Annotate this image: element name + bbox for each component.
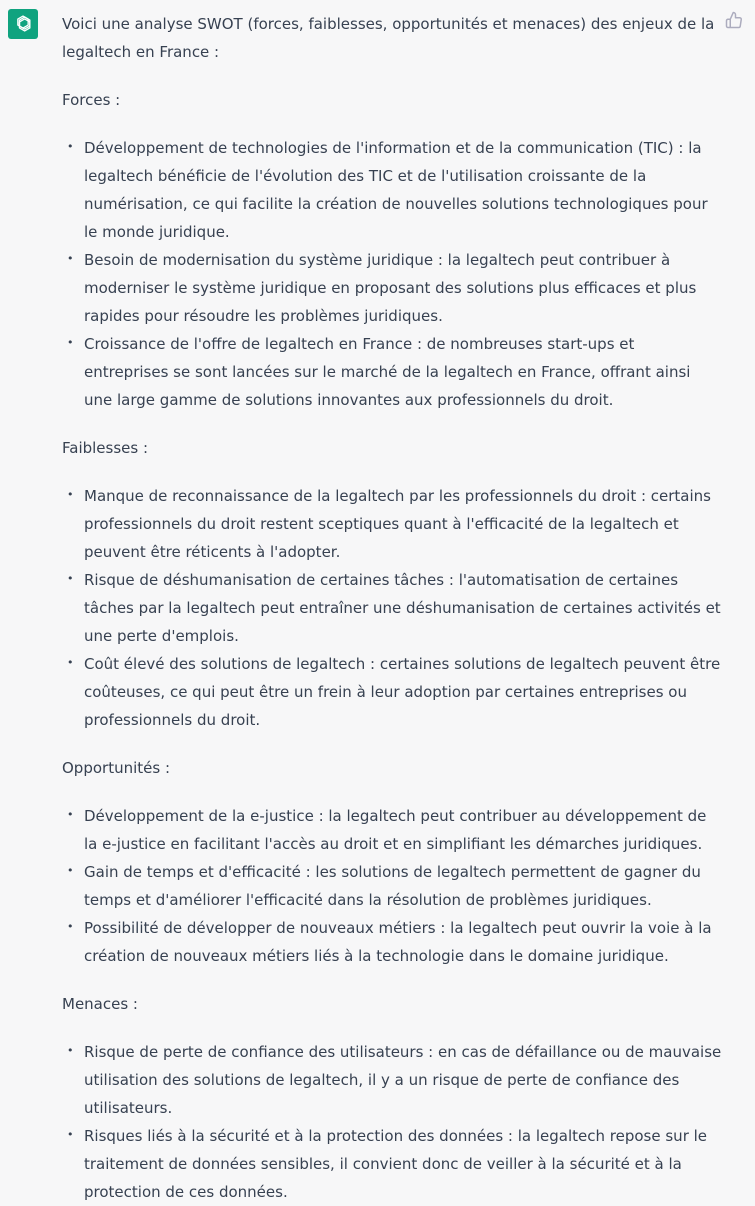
bullet-list: [62, 482, 722, 734]
list-item: • Développement de la e-justice : la legaltech peut contribuer au développement de la e-justice en facilitant l'accès au droit et en simplifiant les démarches juridiques.: [62, 802, 722, 858]
list-item: • Risques liés à la sécurité et à la protection des données : la legaltech repose sur le traitement de données sensibles, il convient donc de veiller à la sécurité et à la protection de ces données.: [62, 1122, 722, 1206]
list-item: • Possibilité de développer de nouveaux métiers : la legaltech peut ouvrir la voie à la création de nouveaux métiers liés à la technologie dans le domaine juridique.: [62, 914, 722, 970]
list-item: • Manque de reconnaissance de la legaltech par les professionnels du droit : certains professionnels du droit restent sceptiques quant à l'efficacité de la legaltech et peuvent être réticents à l'adopter.: [62, 482, 722, 566]
section-forces: [62, 86, 722, 414]
message-content: [62, 10, 722, 1206]
list-item: • Besoin de modernisation du système juridique : la legaltech peut contribuer à moderniser le système juridique en proposant des solutions plus efficaces et plus rapides pour résoudre les problèmes juridiques.: [62, 246, 722, 330]
list-item: • Développement de technologies de l'information et de la communication (TIC) : la legaltech bénéficie de l'évolution des TIC et de l'utilisation croissante de la numérisation, ce qui facilite la création de nouvelles solutions technologiques pour le monde juridique.: [62, 134, 722, 246]
list-item: • Coût élevé des solutions de legaltech : certaines solutions de legaltech peuvent être coûteuses, ce qui peut être un frein à leur adoption par certaines entreprises ou professionnels du droit.: [62, 650, 722, 734]
list-item: • Gain de temps et d'efficacité : les solutions de legaltech permettent de gagner du temps et d'améliorer l'efficacité dans la résolution de problèmes juridiques.: [62, 858, 722, 914]
assistant-avatar: [8, 9, 38, 39]
section-heading: Menaces :: [62, 995, 138, 1013]
message-intro: Voici une analyse SWOT (forces, faiblesses, opportunités et menaces) des enjeux de la legaltech en France :: [62, 15, 715, 61]
section-heading: Forces :: [62, 91, 121, 109]
list-item: • Croissance de l'offre de legaltech en France : de nombreuses start-ups et entreprises se sont lancées sur le marché de la legaltech en France, offrant ainsi une large gamme de solutions innovantes aux professionnels du droit.: [62, 330, 722, 414]
openai-logo-icon: [13, 14, 33, 34]
section-opportunites: [62, 754, 722, 970]
bullet-list: [62, 802, 722, 970]
bullet-list: [62, 134, 722, 414]
section-menaces: [62, 990, 722, 1206]
list-item: • Risque de perte de confiance des utilisateurs : en cas de défaillance ou de mauvaise utilisation des solutions de legaltech, il y a un risque de perte de confiance des utilisateurs.: [62, 1038, 722, 1122]
thumbs-up-button[interactable]: [725, 11, 743, 29]
bullet-list: [62, 1038, 722, 1206]
section-heading: Faiblesses :: [62, 439, 149, 457]
list-item: • Risque de déshumanisation de certaines tâches : l'automatisation de certaines tâches par la legaltech peut entraîner une déshumanisation de certaines activités et une perte d'emplois.: [62, 566, 722, 650]
section-heading: Opportunités :: [62, 759, 171, 777]
thumbs-up-icon: [725, 11, 743, 29]
section-faiblesses: [62, 434, 722, 734]
